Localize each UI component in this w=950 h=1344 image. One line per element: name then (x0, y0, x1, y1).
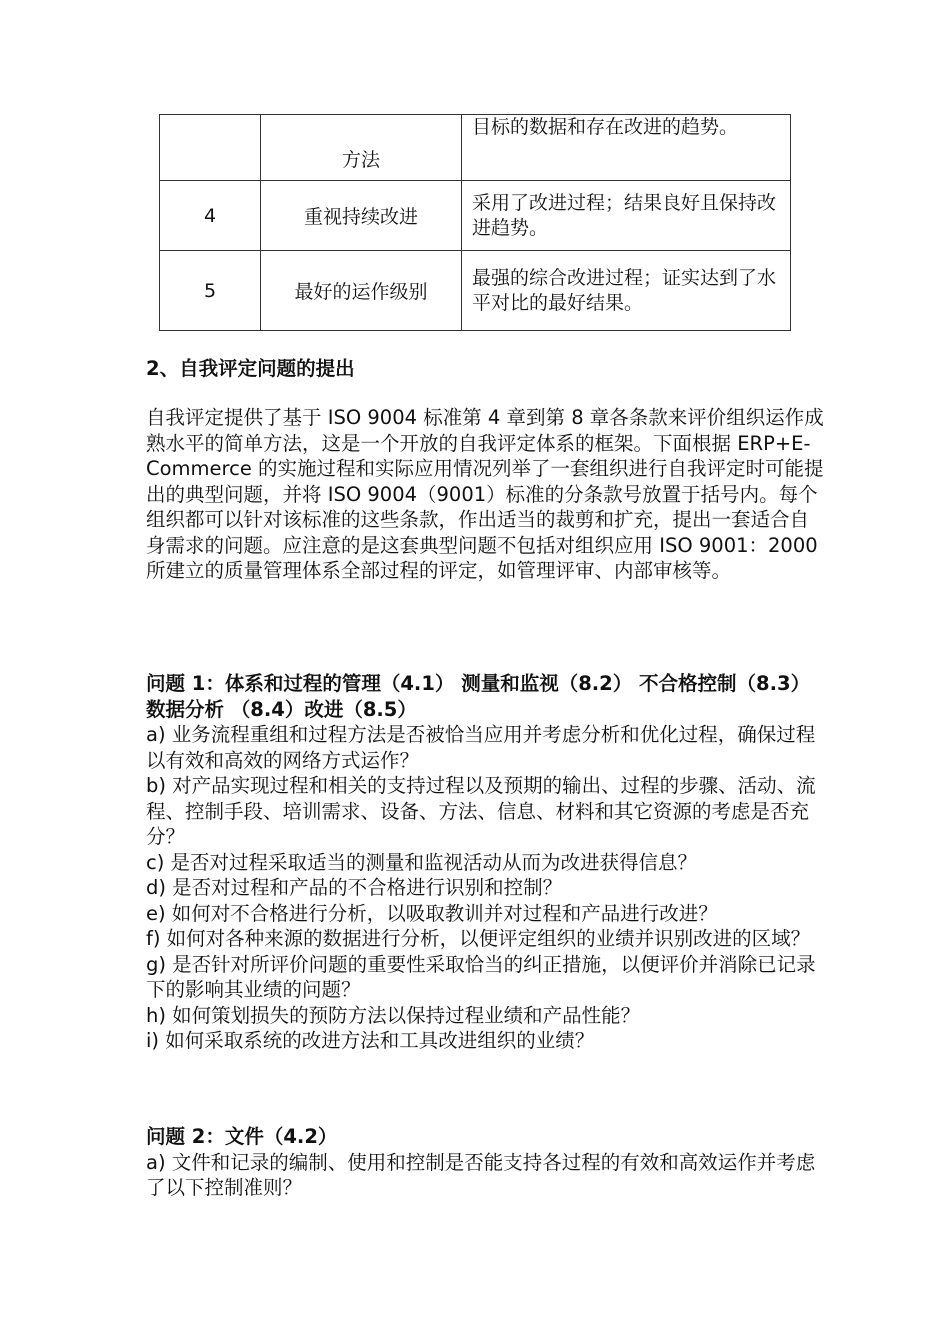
list-item: i) 如何采取系统的改进方法和工具改进组织的业绩？ (146, 1029, 595, 1052)
list-item: d) 是否对过程和产品的不合格进行识别和控制？ (146, 876, 563, 899)
list-item: a) 文件和记录的编制、使用和控制是否能支持各过程的有效和高效运作并考虑了以下控制准则？ (146, 1150, 816, 1199)
list-item: b) 对产品实现过程和相关的支持过程以及预期的输出、过程的步骤、活动、流程、控制手段、培训需求、设备、方法、信息、材料和其它资源的考虑是否充分？ (146, 774, 816, 848)
level-name-cell: 重视持续改进 (261, 181, 462, 251)
level-cell: 5 (160, 251, 261, 331)
question-1-block (146, 671, 826, 1054)
list-item: h) 如何策划损失的预防方法以保持过程业绩和产品性能？ (146, 1003, 641, 1027)
list-item: e) 如何对不合格进行分析，以吸取教训并对过程和产品进行改进？ (146, 901, 718, 925)
intro-paragraph: 自我评定提供了基于 ISO 9004 标准第 4 章到第 8 章各条款来评价组织运作成熟水平的简单方法，这是一个开放的自我评定体系的框架。下面根据 ERP+E-Commerce 的实施过程和实际应用情况列举了一套组织进行自我评定时可能提出的典型问题，并将 ISO 9004（9001）标准的分条款号放置于括号内。每个组织都可以针对该标准的这些条款，作出适当的裁剪和扩充，提出一套适合自身需求的问题。应注意的是这套典型问题不包括对组织应用 ISO 9001：2000 所建立的质量管理体系全部过程的评定，如管理评审、内部审核等。 (146, 406, 824, 582)
list-item: f) 如何对各种来源的数据进行分析，以便评定组织的业绩并识别改进的区域？ (146, 927, 811, 950)
level-cell (160, 115, 261, 181)
level-desc-cell: 目标的数据和存在改进的趋势。 (462, 115, 791, 181)
table-row (160, 115, 791, 181)
level-desc-cell: 采用了改进过程；结果良好且保持改进趋势。 (462, 181, 791, 251)
level-cell: 4 (160, 181, 261, 251)
level-desc-cell: 最强的综合改进过程；证实达到了水平对比的最好结果。 (462, 251, 791, 331)
question-title: 问题 2：文件（4.2） (146, 1125, 338, 1148)
maturity-level-table (159, 114, 791, 331)
list-item: a) 业务流程重组和过程方法是否被恰当应用并考虑分析和优化过程，确保过程以有效和高效的网络方式运作？ (146, 723, 816, 772)
table-row (160, 181, 791, 251)
question-2-block (146, 1124, 826, 1201)
list-item: g) 是否针对所评价问题的重要性采取恰当的纠正措施，以便评价并消除已记录下的影响其业绩的问题？ (146, 952, 816, 1001)
table-row (160, 251, 791, 331)
list-item: c) 是否对过程采取适当的测量和监视活动从而为改进获得信息？ (146, 850, 698, 874)
question-title: 问题 1：体系和过程的管理（4.1） 测量和监视（8.2） 不合格控制（8.3） 数据分析 （8.4）改进（8.5） (146, 672, 811, 721)
level-name-cell: 最好的运作级别 (261, 251, 462, 331)
level-name-cell: 方法 (261, 115, 462, 181)
section-heading: 2、自我评定问题的提出 (146, 357, 355, 380)
